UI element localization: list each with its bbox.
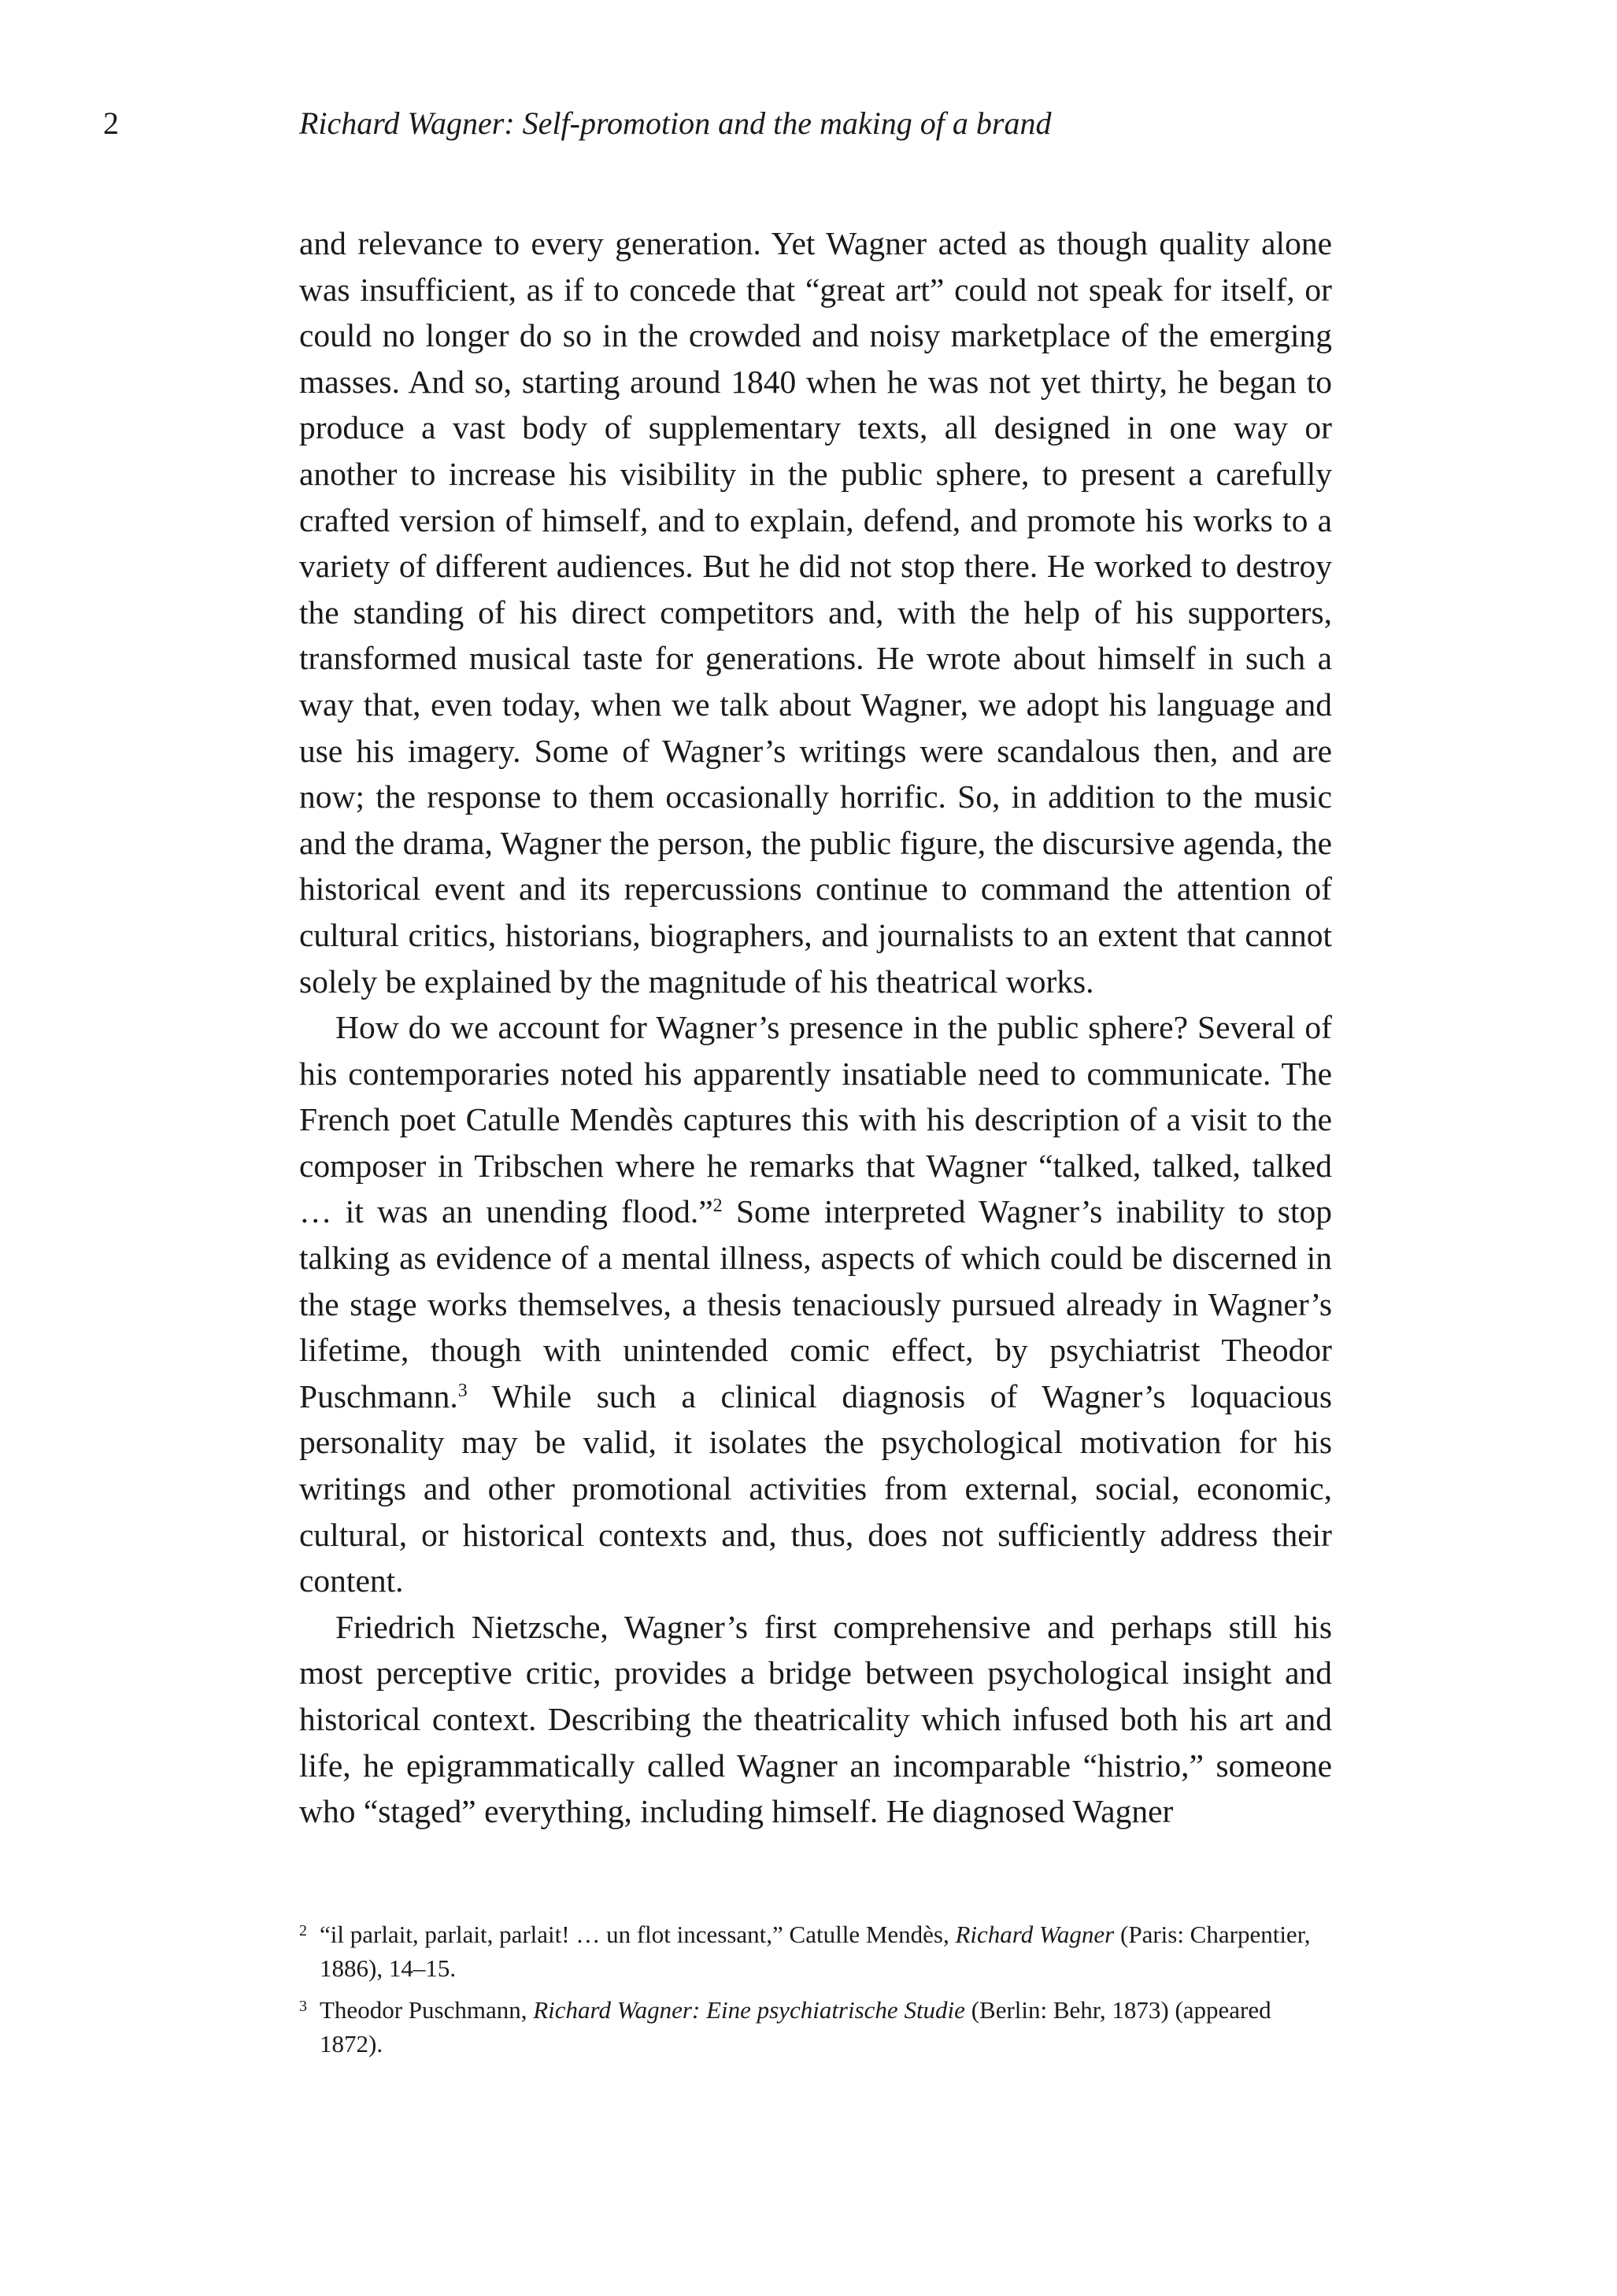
footnote-3-text-a: Theodor Puschmann, [320, 1996, 534, 2024]
footnote-ref-2: 2 [712, 1196, 723, 1217]
page-number: 2 [103, 105, 119, 141]
footnote-2 [299, 1917, 1332, 1985]
body-text [299, 220, 1332, 1835]
footnote-3-title: Richard Wagner: Eine psychiatrische Studie [533, 1996, 965, 2024]
paragraph-2-text-c: While such a clinical diagnosis of Wagner’s loquacious personality may be valid, it isolates the psychological motivation for his writings and other promotional activities from external, social, economic, cultural, or historical contexts and, thus, does not sufficiently address their content. [299, 1377, 1332, 1599]
footnote-2-title: Richard Wagner [955, 1921, 1115, 1948]
paragraph-2-text-a: How do we account for Wagner’s presence in the public sphere? Several of his contemporaries noted his apparently insatiable need to communicate. The French poet Catulle Mendès captures this with his description of a visit to the composer in Tribschen where he remarks that Wagner “talked, talked, talked … it was an unending flood.” [299, 1009, 1332, 1230]
footnote-2-text-a: “il parlait, parlait, parlait! … un flot incessant,” Catulle Mendès, [320, 1921, 956, 1948]
footnotes [299, 1917, 1332, 2069]
footnote-2-text-b: (Paris: Charpentier, 1886), 14–15. [320, 1921, 1311, 1982]
footnote-3-text-b: (Berlin: Behr, 1873) (appeared 1872). [320, 1996, 1271, 2058]
footnote-ref-3: 3 [457, 1380, 468, 1401]
running-head: Richard Wagner: Self-promotion and the making of a brand [299, 105, 1052, 141]
paragraph-1: and relevance to every generation. Yet Wagner acted as though quality alone was insufficient, as if to concede that “great art” could not speak for itself, or could no longer do so in the crowded and noisy marketplace of the emerging masses. And so, starting around 1840 when he was not yet thirty, he began to produce a vast body of supplementary texts, all designed in one way or another to increase his visibility in the public sphere, to present a carefully crafted version of himself, and to explain, defend, and promote his works to a variety of different audiences. But he did not stop there. He worked to destroy the standing of his direct competitors and, with the help of his supporters, transformed musical taste for generations. He wrote about himself in such a way that, even today, when we talk about Wagner, we adopt his language and use his imagery. Some of Wagner’s writings were scandalous then, and are now; the response to them occasionally horrific. So, in addition to the music and the drama, Wagner the person, the public figure, the discursive agenda, the historical event and its repercussions continue to command the attention of cultural critics, historians, biographers, and journalists to an extent that cannot solely be explained by the magnitude of his theatrical works. [299, 225, 1332, 1000]
footnote-2-number: 2 [299, 1922, 307, 1939]
paragraph-2 [299, 1004, 1332, 1604]
footnote-3 [299, 1993, 1332, 2061]
paragraph-3: Friedrich Nietzsche, Wagner’s first comprehensive and perhaps still his most perceptive critic, provides a bridge between psychological insight and historical context. Describing the theatricality which infused both his art and life, he epigrammatically called Wagner an incomparable “histrio,” someone who “staged” everything, including himself. He diagnosed Wagner [299, 1608, 1332, 1830]
footnote-3-number: 3 [299, 1998, 307, 2015]
paragraph-2-text-b: Some interpreted Wagner’s inability to stop talking as evidence of a mental illness, aspects of which could be discerned in the stage works themselves, a thesis tenaciously pursued already in Wagner’s lifetime, though with unintended comic effect, by psychiatrist Theodor Puschmann. [299, 1193, 1332, 1414]
